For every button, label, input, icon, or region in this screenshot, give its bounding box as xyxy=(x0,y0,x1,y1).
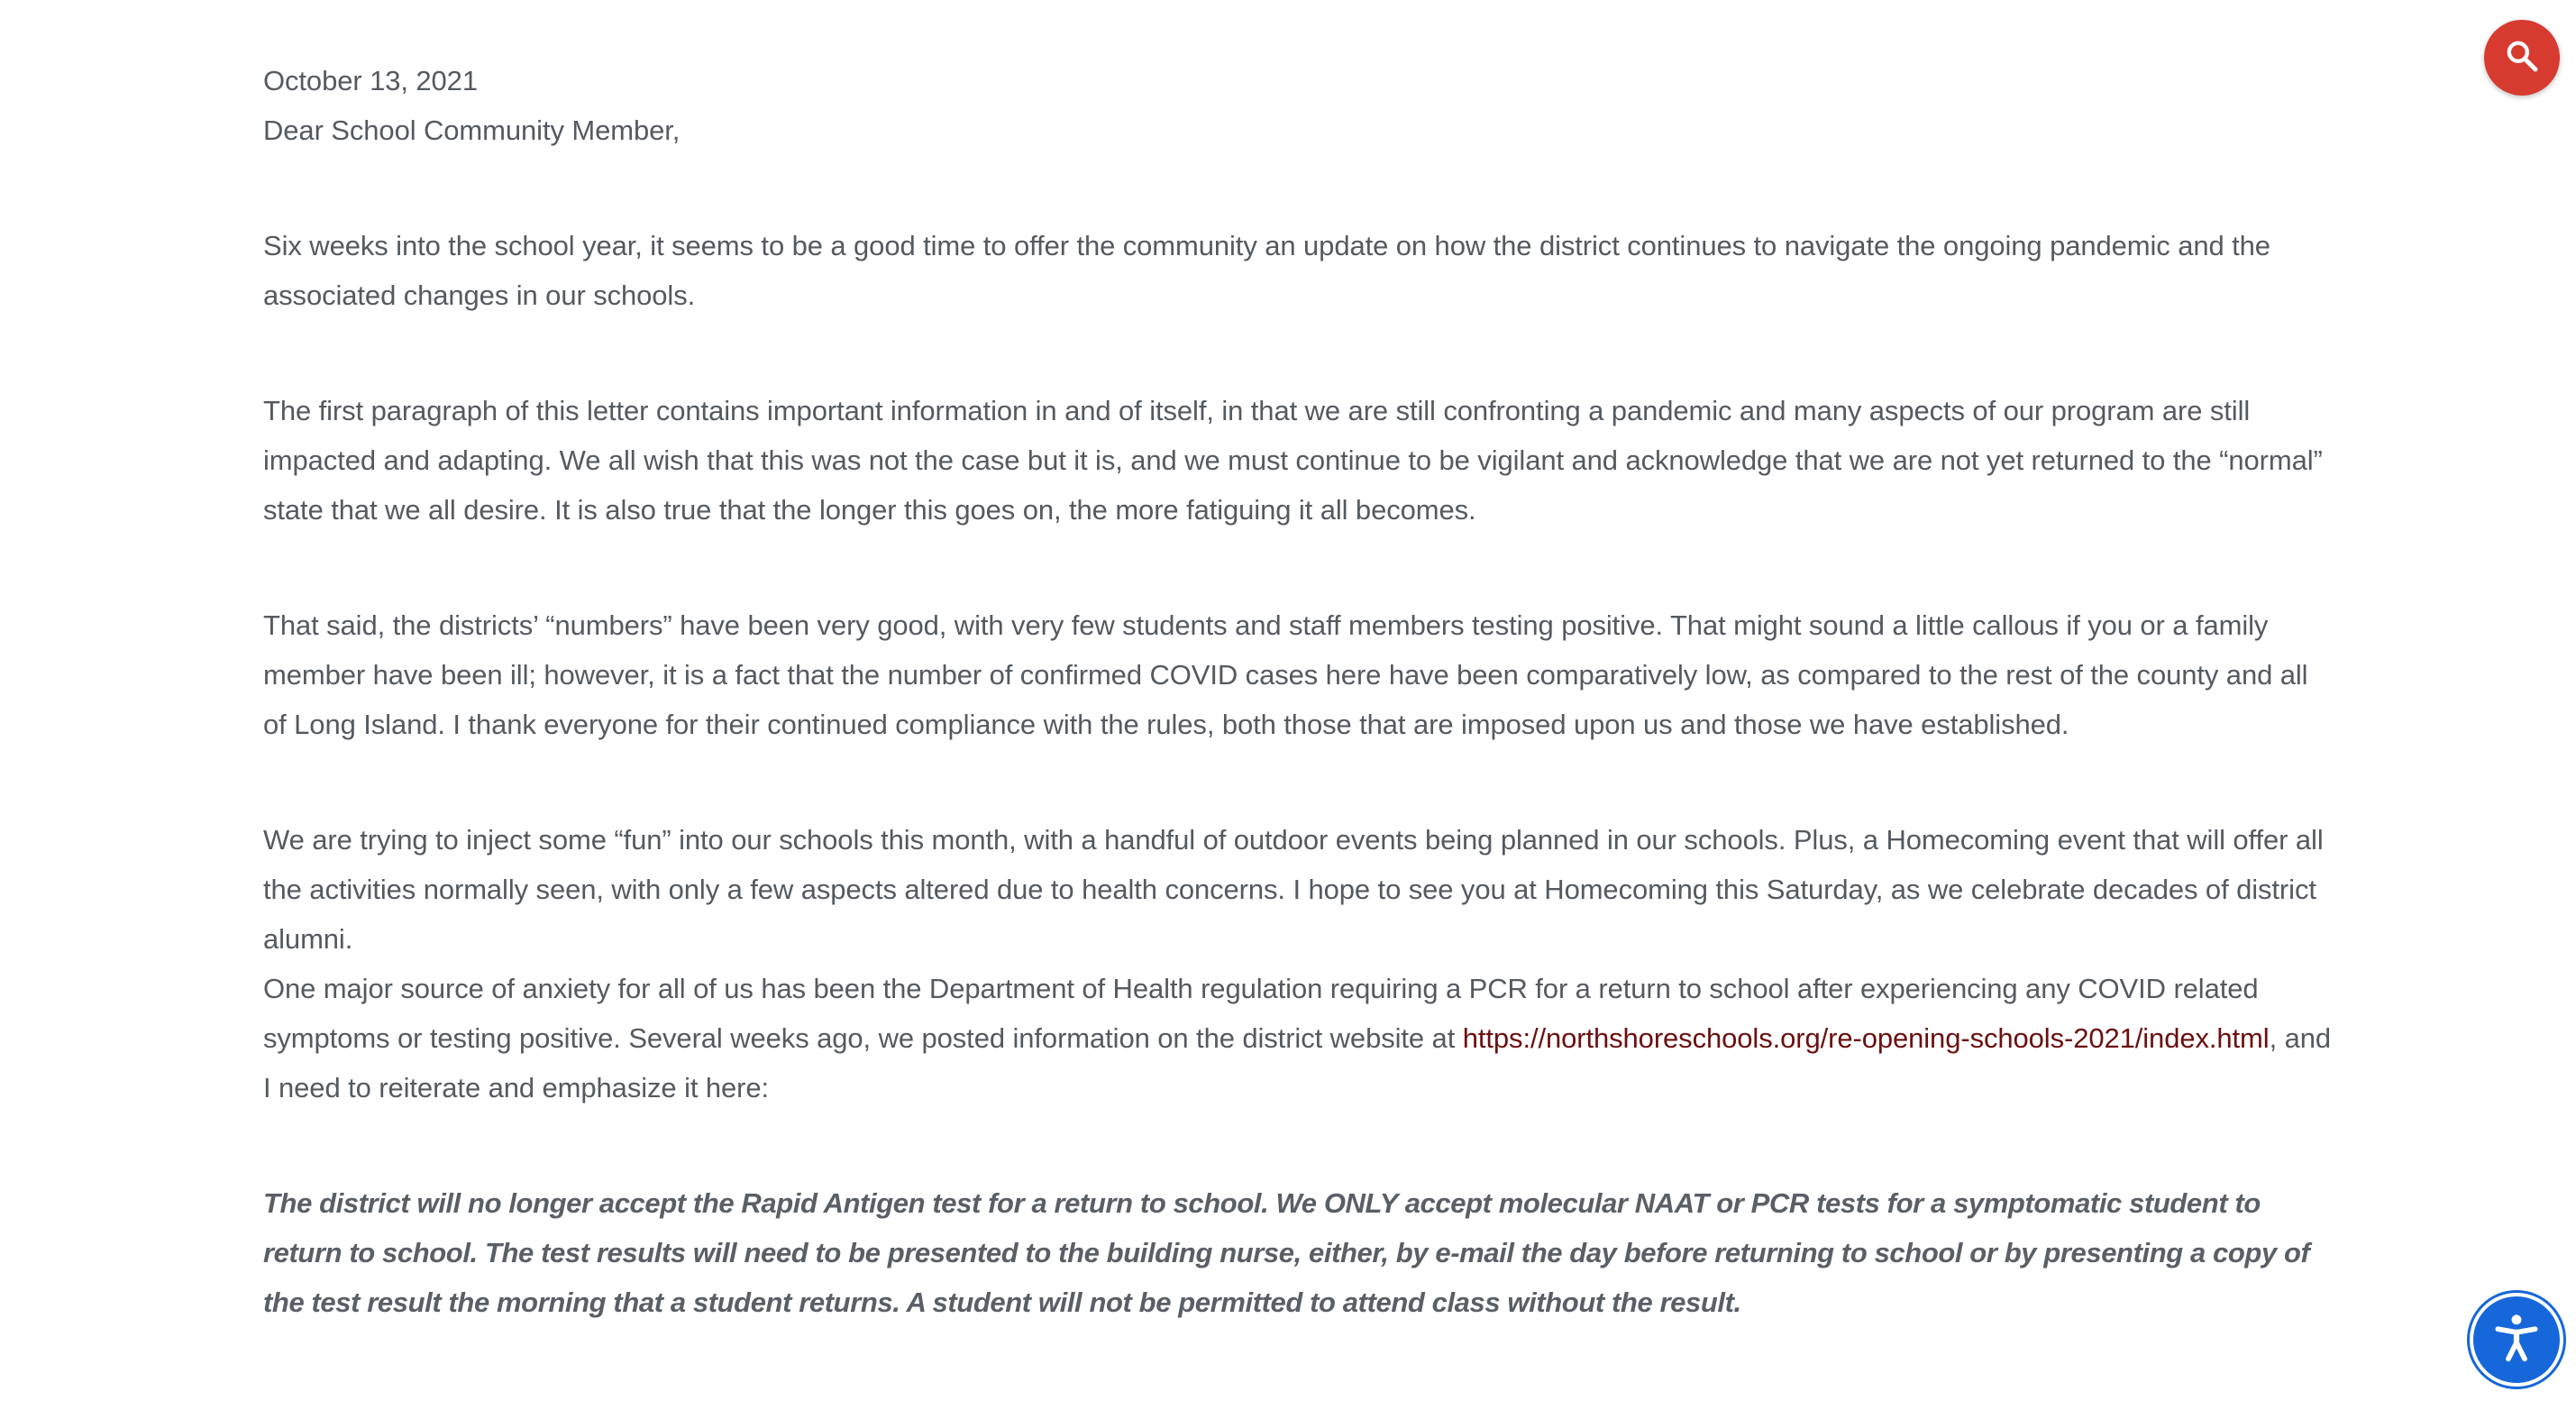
search-icon xyxy=(2504,38,2540,78)
paragraph-4: We are trying to inject some “fun” into our schools this month, with a handful of outdoor events being planned in our schools. Plus, a Homecoming event that will offer all the activities normally seen, with only a few aspects altered due to health concerns. I hope to see you at Homecoming this Saturday, as we celebrate decades of district alumni. xyxy=(263,824,2324,955)
accessibility-button[interactable] xyxy=(2470,1293,2563,1387)
accessibility-icon xyxy=(2489,1310,2544,1370)
letter-date: October 13, 2021 xyxy=(263,65,478,96)
paragraph-1: Six weeks into the school year, it seems to be a good time to offer the community an update on how the district continues to navigate the ongoing pandemic and the associated changes in our schools. xyxy=(263,230,2270,311)
spacer xyxy=(263,155,2336,221)
letter-salutation: Dear School Community Member, xyxy=(263,114,681,146)
paragraph-2: The first paragraph of this letter contains important information in and of itself, in that we are still confronting a pandemic and many aspects of our program are still impacted and adapting. We all wish that this was not the case but it is, and we must continue to be vigilant and acknowledge that we are not yet returned to the “normal” state that we all desire. It is also true that the longer this goes on, the more fatiguing it all becomes. xyxy=(263,395,2323,526)
letter-body xyxy=(263,56,2336,1327)
policy-statement: The district will no longer accept the Rapid Antigen test for a return to school. We ONLY accept molecular NAAT or PCR tests for a symptomatic student to return to school. The test results will need to be presented to the building nurse, either, by e-mail the day before returning to school or by presenting a copy of the test result the morning that a student returns. A student will not be permitted to attend class without the result. xyxy=(263,1187,2310,1318)
spacer xyxy=(263,1113,2336,1178)
paragraph-3: That said, the districts’ “numbers” have been very good, with very few students and staff members testing positive. That might sound a little callous if you or a family member have been ill; however, it is a fact that the number of confirmed COVID cases here have been comparatively low, as compared to the rest of the county and all of Long Island. I thank everyone for their continued compliance with the rules, both those that are imposed upon us and those we have established. xyxy=(263,609,2308,740)
paragraph-5-tail: , and I need to reiterate and emphasize it here: xyxy=(263,1022,2332,1103)
spacer xyxy=(263,535,2336,600)
paragraph-5-lead: One major source of anxiety for all of us has been the Department of Health regulation requiring a PCR for a return to school after experiencing any COVID related symptoms or testing positive. Several weeks ago, we posted information on the district website at xyxy=(263,973,2259,1054)
spacer xyxy=(263,320,2336,386)
reopening-schools-link[interactable]: https://northshoreschools.org/re-opening-schools-2021/index.html xyxy=(1462,1022,2270,1054)
search-button[interactable] xyxy=(2484,20,2560,96)
paragraph-5 xyxy=(263,964,2336,1113)
spacer xyxy=(263,749,2336,815)
